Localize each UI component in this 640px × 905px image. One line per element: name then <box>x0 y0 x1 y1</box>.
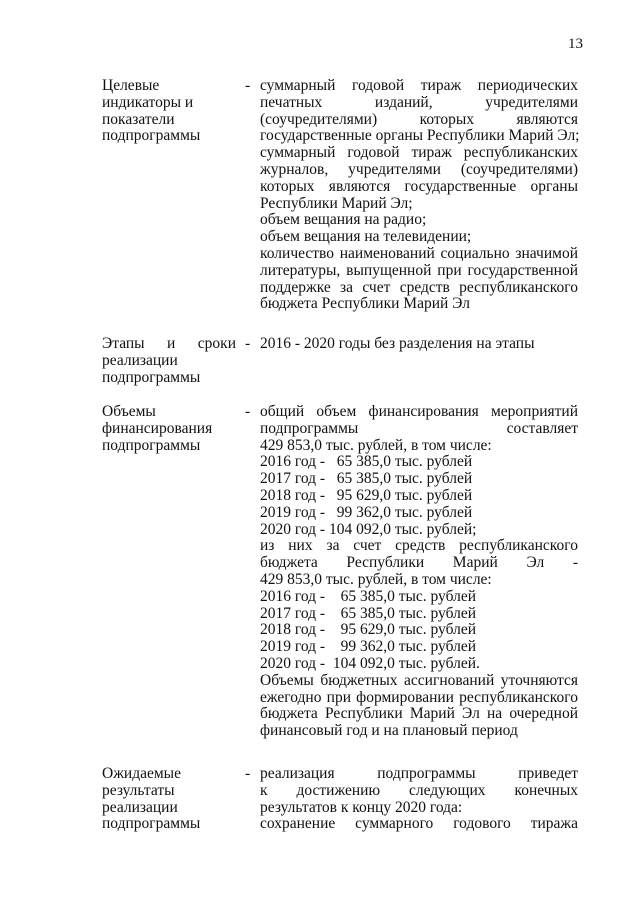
content-line: объем вещания на радио; <box>260 211 427 229</box>
content-line: журналов, учредителями (соучредителями) <box>260 160 578 178</box>
content-line: бюджета Республики Марий Эл <box>260 295 470 313</box>
content-line: Республики Марий Эл; <box>260 194 413 212</box>
label-line: индикаторы и <box>102 93 194 111</box>
label-line: Ожидаемые <box>102 765 181 782</box>
content-line: Объемы бюджетных ассигнований уточняются <box>260 671 578 689</box>
label-line: финансирования <box>102 419 213 437</box>
content-line: к достижению следующих конечных <box>260 781 578 799</box>
section-label <box>102 78 236 145</box>
content-line: общий объем финансирования мероприятий <box>260 403 578 420</box>
content-line: финансовый год и на плановый период <box>260 722 518 740</box>
section-label <box>102 404 236 454</box>
label-line: подпрограммы <box>102 127 201 145</box>
dash-separator: - <box>245 77 251 94</box>
label-line: реализации <box>102 798 178 816</box>
content-line: 2016 - 2020 годы без разделения на этапы <box>260 335 535 352</box>
content-line: результатов к концу 2020 года: <box>260 798 463 816</box>
content-line: (соучредителями) которых являются <box>260 110 578 128</box>
section-content <box>260 766 578 833</box>
content-line: реализация подпрограммы приведет <box>260 765 578 782</box>
section-content <box>260 78 578 313</box>
content-line: подпрограммы составляет <box>260 419 578 437</box>
content-line: сохранение суммарного годового тиража <box>260 815 578 833</box>
label-line: Объемы <box>102 403 156 420</box>
label-line: Целевые <box>102 77 160 94</box>
content-line: которых являются государственные органы <box>260 177 578 195</box>
page-number: 13 <box>568 36 583 52</box>
content-line: 2016 год - 65 385,0 тыс. рублей <box>260 587 477 605</box>
content-line: литературы, выпущенной при государственной <box>260 261 578 279</box>
section-label <box>102 336 236 386</box>
content-line: бюджета Республики Марий Эл - <box>260 554 578 572</box>
label-line: реализации <box>102 351 178 369</box>
content-line: суммарный годовой тираж республиканских <box>260 144 578 162</box>
label-line: подпрограммы <box>102 436 201 454</box>
content-line: 2020 год - 104 092,0 тыс. рублей. <box>260 654 480 672</box>
content-line: 2016 год - 65 385,0 тыс. рублей <box>260 453 473 471</box>
label-line: результаты <box>102 781 175 799</box>
label-line: Этапы и сроки <box>102 335 236 352</box>
section-content <box>260 336 578 353</box>
dash-separator: - <box>245 403 251 420</box>
label-line: показатели <box>102 110 175 128</box>
content-line: 2017 год - 65 385,0 тыс. рублей <box>260 604 477 622</box>
label-line: подпрограммы <box>102 815 201 833</box>
content-line: 429 853,0 тыс. рублей, в том числе: <box>260 570 492 588</box>
content-line: ежегодно при формировании республиканского <box>260 688 578 706</box>
content-line: 429 853,0 тыс. рублей, в том числе: <box>260 436 492 454</box>
content-line: количество наименований социально значимой <box>260 244 578 262</box>
dash-separator: - <box>245 335 251 352</box>
section-label <box>102 766 236 833</box>
content-line: 2019 год - 99 362,0 тыс. рублей <box>260 638 477 656</box>
content-line: печатных изданий, учредителями <box>260 93 578 111</box>
label-line: подпрограммы <box>102 368 201 386</box>
content-line: из них за счет средств республиканского <box>260 537 578 555</box>
content-line: бюджета Республики Марий Эл на очередной <box>260 705 578 723</box>
content-line: суммарный годовой тираж периодических <box>260 77 578 94</box>
content-line: государственные органы Республики Марий Эл; <box>260 127 580 145</box>
content-line: объем вещания на телевидении; <box>260 228 472 246</box>
content-line: поддержке за счет средств республиканского <box>260 278 578 296</box>
section-content <box>260 404 578 740</box>
content-line: 2018 год - 95 629,0 тыс. рублей <box>260 486 473 504</box>
content-line: 2019 год - 99 362,0 тыс. рублей <box>260 503 473 521</box>
content-line: 2018 год - 95 629,0 тыс. рублей <box>260 621 477 639</box>
content-line: 2020 год - 104 092,0 тыс. рублей; <box>260 520 477 538</box>
content-line: 2017 год - 65 385,0 тыс. рублей <box>260 470 473 488</box>
dash-separator: - <box>245 765 251 782</box>
